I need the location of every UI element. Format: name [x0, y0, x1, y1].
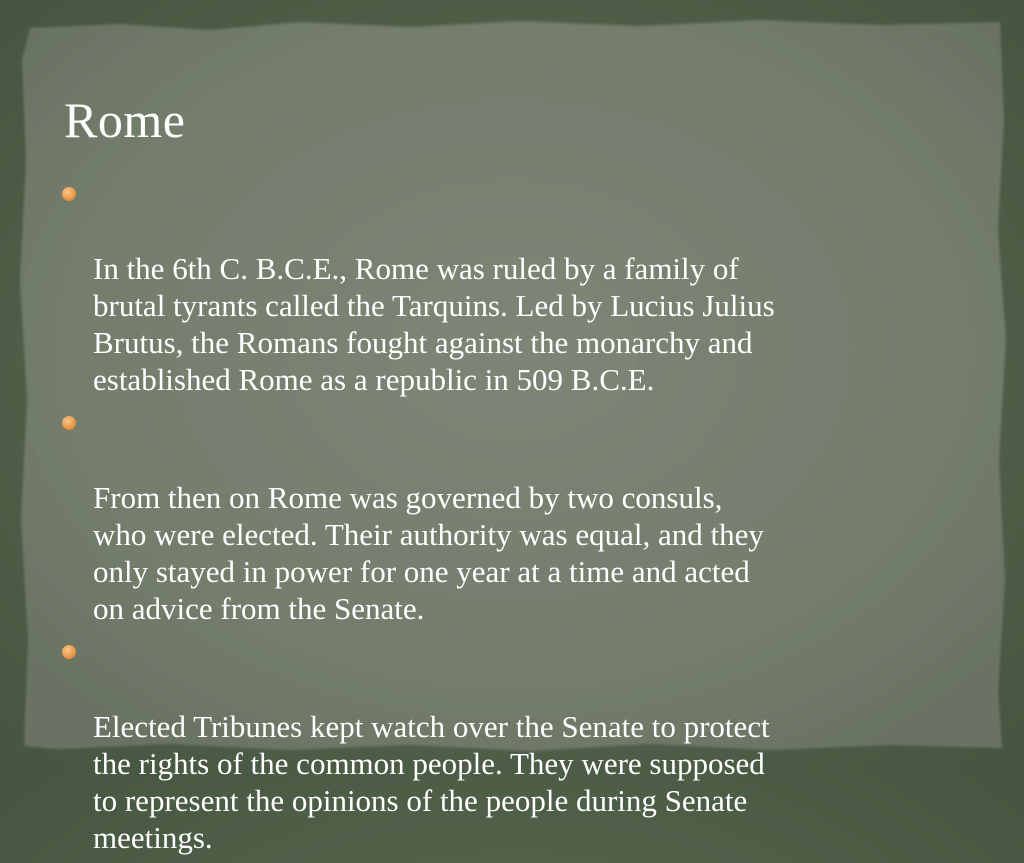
- bullet-text: In the 6th C. B.C.E., Rome was ruled by a family of brutal tyrants called the Tarquins. Led by Lucius Julius Brutus, the Romans fought against the monarchy and established Rome as a republic in 509 B.C.E.: [93, 251, 775, 397]
- bullet-dot-icon: [62, 645, 76, 659]
- bullet-text: From then on Rome was governed by two consuls, who were elected. Their authority was equal, and they only stayed in power for one year at a time and acted on advice from the Senate.: [93, 480, 764, 626]
- bullet-item: [60, 634, 960, 856]
- bullet-dot-icon: [62, 187, 76, 201]
- bullet-item: [60, 176, 960, 398]
- bullet-dot-icon: [62, 416, 76, 430]
- bullet-text: Elected Tribunes kept watch over the Senate to protect the rights of the common people. They were supposed to represent the opinions of the people during Senate meetings.: [93, 709, 770, 855]
- bullet-item: [60, 405, 960, 627]
- bullet-list: [60, 176, 960, 863]
- slide-title: Rome: [64, 92, 186, 148]
